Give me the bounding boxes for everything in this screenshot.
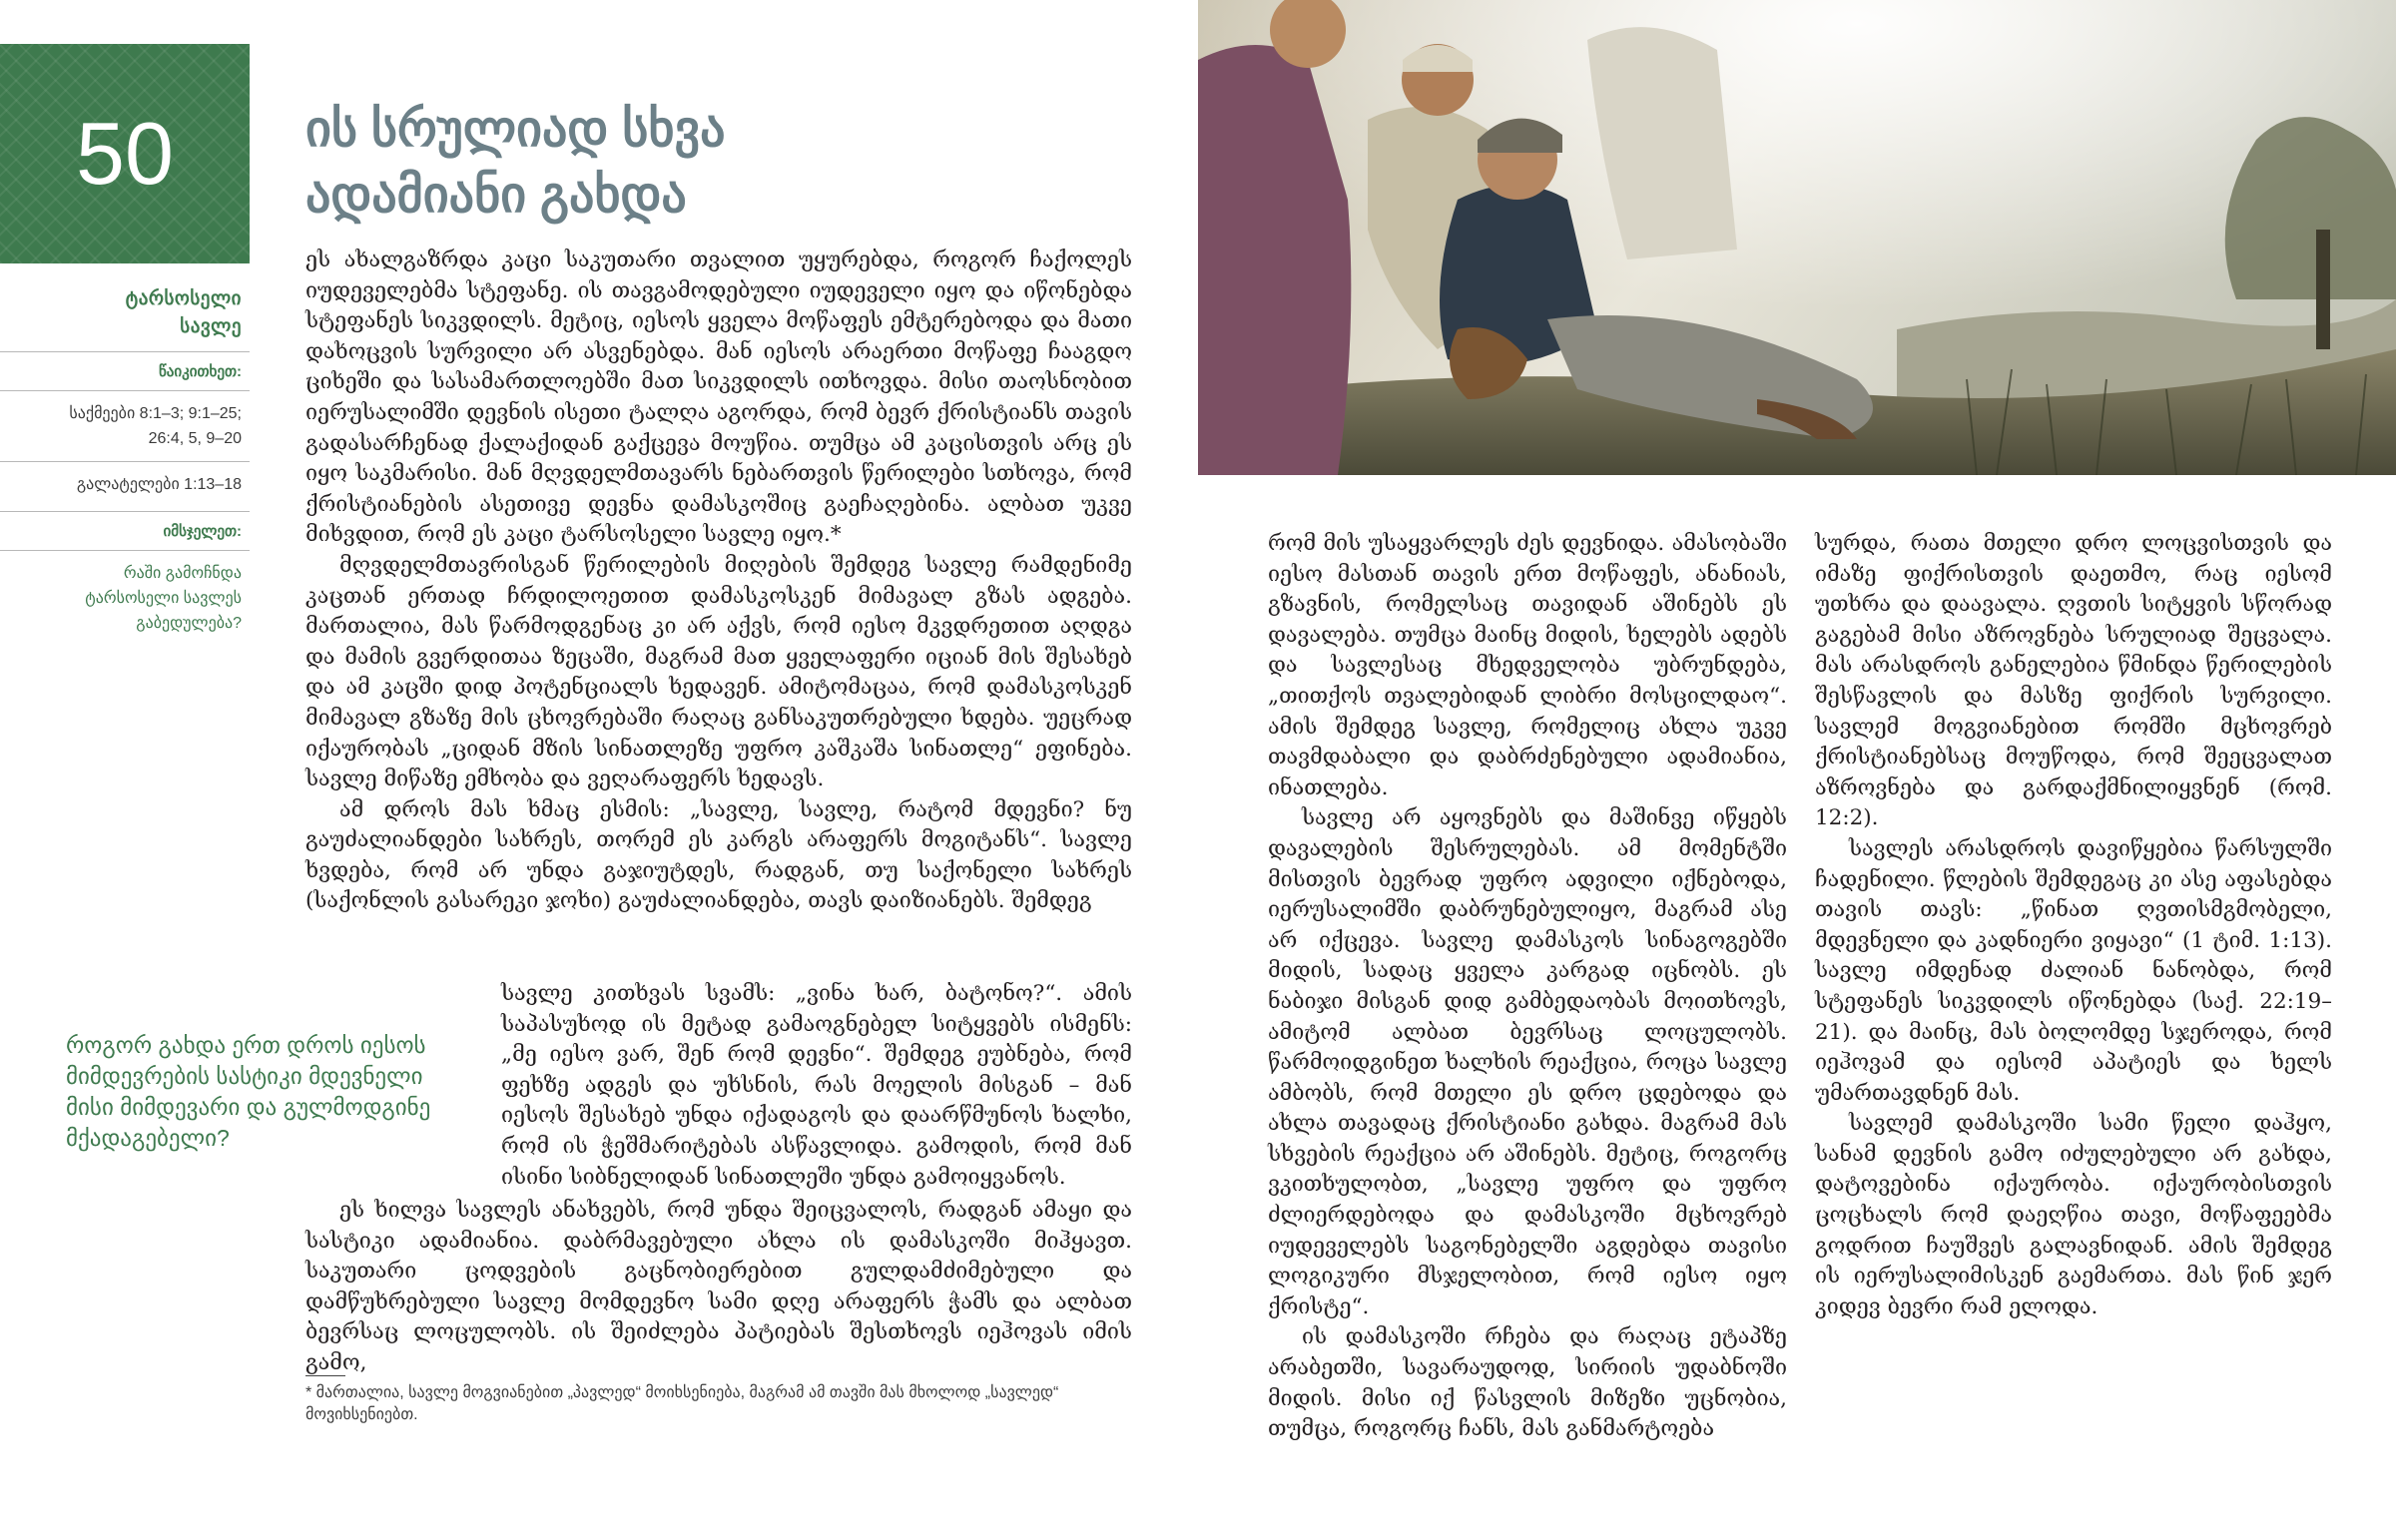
paragraph: რომ მის უსაყვარლეს ძეს დევნიდა. ამასობაში იესო მასთან თავის ერთ მოწაფეს, ანანიას, გზავნის, რომელსაც თავიდან აშინებს ეს დავალება. თუმცა მაინც მიდის, ხელებს ადებს და სავლესაც მხედველობა უბრუნდება, „თითქოს თვალებიდან ლიბრი მოსცილდაო“. ამის შემდეგ სავლე, რომელიც ახლა უკვე თავმდაბალი და დაბრძენებული ადამიანია, ინათლება. (1268, 531, 1787, 800)
chapter-number-block (0, 44, 250, 263)
sidebar-name-line1: ტარსოსელი (125, 288, 242, 309)
divider (0, 351, 250, 352)
footnote-rule (305, 1375, 345, 1376)
divider (0, 511, 250, 512)
divider (0, 461, 250, 462)
pull-quote: როგორ გახდა ერთ დროს იესოს მიმდევრების სასტიკი მდევნელი მისი მიმდევარი და გულმოდგინე მქადაგებელი? (66, 1032, 431, 1151)
paragraph: სავლემ დამასკოში სამი წელი დაჰყო, სანამ დევნის გამო იძულებული არ გახდა, დატოვებინა იქაურობა. იქაურობისთვის ცოცხალს რომ დაეღწია თავი, მოწაფეებმა გოდრით ჩაუშვეს გალავნიდან. ამის შემდეგ ის იერუსალიმისკენ გაემართა. მას წინ ჯერ კიდევ ბევრი რამ ელოდა. (1815, 1111, 2332, 1319)
chapter-number: 50 (76, 104, 174, 203)
paragraph: სავლე კითხვას სვამს: „ვინა ხარ, ბატონო?“. ამის საპასუხოდ ის მეტად გამაოგნებელ სიტყვებს ისმენს: „მე იესო ვარ, შენ რომ დევნი“. შემდეგ ეუბნება, რომ ფეხზე ადგეს და უხსნის, რას მოელის მისგან – მან იესოს შესახებ უნდა იქადაგოს და დაარწმუნოს ხალხი, რომ ის ჭეშმარიტებას ასწავლიდა. გამოდის, რომ მან ისინი სიბნელიდან სინათლეში უნდა გამოიყვანოს. (501, 981, 1132, 1190)
sidebar-question-line: გაბედულება? (136, 615, 242, 632)
read-heading: წაიკითხეთ: (158, 363, 242, 380)
illustration-road-to-damascus (1198, 0, 2396, 475)
body-column-1-wrapped (501, 979, 1132, 1193)
chapter-title (305, 96, 1004, 228)
footnote: * მართალია, სავლე მოგვიანებით „პავლედ“ მოიხსენიება, მაგრამ ამ თავში მას მხოლოდ „სავლედ“ მოვიხსენიებთ. (305, 1384, 1059, 1423)
paragraph: ეს ხილვა სავლეს ანახვებს, რომ უნდა შეიცვალოს, რადგან ამაყი და სასტიკი ადამიანია. დაბრმავებული ახლა ის დამასკოში მიჰყავთ. საკუთარი ცოდვების გაცნობიერებით გულდამძიმებული და დამწუხრებული სავლე მომდევნო სამი დღე არაფერს ჭამს და ალბათ ბევრსაც ლოცულობს. ის შეიძლება პატიებას შესთხოვს იეჰოვას იმის გამო, (305, 1198, 1132, 1375)
body-column-1 (305, 246, 1132, 917)
sidebar-question-line: რაში გამოჩნდა (123, 565, 242, 582)
title-line2: ადამიანი გახდა (305, 167, 687, 223)
title-line1: ის სრულიად სხვა (305, 101, 726, 157)
paragraph: სავლეს არასდროს დავიწყებია წარსულში ჩადენილი. წლების შემდეგაც კი ასე აფასებდა თავის თავს: „წინათ ღვთისმგმობელი, მდევნელი და კადნიერი ვიყავი“ (1 ტიმ. 1:13). სავლე იმდენად ძალიან ნანობდა, რომ სტეფანეს სიკვდილს იწონებდა (საქ. 22:19–21). და მაინც, მას ბოლომდე სჯეროდა, რომ იეჰოვამ და იესომ აპატიეს და ხელს უმართავდნენ მას. (1815, 835, 2332, 1106)
paragraph: სურდა, რათა მთელი დრო ლოცვისთვის და იმაზე ფიქრისთვის დაეთმო, რაც იესომ უთხრა და დაავალა. ღვთის სიტყვის სწორად გაგებამ მისი აზროვნება სრულიად შეცვალა. მას არასდროს განელებია წმინდა წერილების შესწავლის და მასზე ფიქრის სურვილი. სავლემ მოგვიანებით რომში მცხოვრებ ქრისტიანებსაც მოუწოდა, რომ შეეცვალათ აზროვნება და გარდაქმნილიყვნენ (რომ. 12:2). (1815, 531, 2332, 831)
divider (0, 390, 250, 391)
sidebar-question-line: ტარსოსელი სავლეს (85, 590, 242, 607)
paragraph: მღვდელმთავრისგან წერილების მიღების შემდეგ სავლე რამდენიმე კაცთან ერთად ჩრდილოეთით დამასკოსკენ მიმავალ გზას ადგება. მართალია, მას წარმოდგენაც კი არ აქვს, რომ იესო მკვდრეთით აღდგა და მამის გვერდითაა ზეცაში, მაგრამ მათ ყველაფერი იციან მის შესახებ და ამ კაცში დიდ პოტენციალს ხედავენ. ამიტომაცაა, რომ დამასკოსკენ მიმავალ გზაზე მის ცხოვრებაში რაღაც განსაკუთრებული ხდება. უეცრად იქაურობას „ციდან მზის სინათლეზე უფრო კაშკაშა სინათლე“ ეფინება. სავლე მიწაზე ემხობა და ვეღარაფერს ხედავს. (305, 552, 1132, 792)
paragraph: ის დამასკოში რჩება და რაღაც ეტაპზე არაბეთში, სავარაუდოდ, სირიის უდაბნოში მიდის. მისი იქ წასვლის მიზეზი უცნობია, თუმცა, როგორც ჩანს, მას განმარტოება (1268, 1324, 1787, 1442)
sidebar-person-name (0, 285, 250, 341)
body-column-2 (1268, 529, 1787, 1445)
scripture-reference: გალატელები 1:13–18 (76, 476, 242, 493)
body-column-1-lower (305, 1196, 1132, 1379)
paragraph: ამ დროს მას ხმაც ესმის: „სავლე, სავლე, რატომ მდევნი? ნუ გაუძალიანდები სახრეს, თორემ ეს კარგს არაფერს მოგიტანს“. სავლე ხვდება, რომ არ უნდა გაჯიუტდეს, რადგან, თუ საქონელი სახრეს (საქონლის გასარეკი ჯოხი) გაუძალიანდება, თავს დაიზიანებს. შემდეგ (305, 796, 1132, 914)
sidebar (0, 285, 250, 636)
body-column-3 (1815, 529, 2332, 1322)
divider (0, 550, 250, 551)
scripture-reference: საქმეები 8:1–3; 9:1–25; (69, 405, 242, 422)
scripture-reference: 26:4, 5, 9–20 (148, 430, 242, 447)
sidebar-name-line2: სავლე (180, 316, 242, 337)
paragraph: სავლე არ აყოვნებს და მაშინვე იწყებს დავალების შესრულებას. ამ მომენტში მისთვის ბევრად უფრო ადვილი იქნებოდა, იერუსალიმში დაბრუნებულიყო, მაგრამ ასე არ იქცევა. სავლე დამასკოს სინაგოგებში მიდის, სადაც ყველა კარგად იცნობს. ეს ნაბიჯი მისგან დიდ გამბედაობას მოითხოვს, ამიტომ ალბათ ბევრსაც ლოცულობს. წარმოიდგინეთ ხალხის რეაქცია, როცა სავლე ამბობს, რომ მთელი ეს დრო ცდებოდა და ახლა თავადაც ქრისტიანი გახდა. მაგრამ მას სხვების რეაქცია არ აშინებს. მეტიც, როგორც ვკითხულობთ, „სავლე უფრო და უფრო ძლიერდებოდა და დამასკოში მცხოვრებ იუდეველებს საგონებელში აგდებდა თავისი ლოგიკური მსჯელობით, რომ იესო იყო ქრისტე“. (1268, 805, 1787, 1319)
paragraph: ეს ახალგაზრდა კაცი საკუთარი თვალით უყურებდა, როგორ ჩაქოლეს იუდეველებმა სტეფანე. ის თავგამოდებული იუდეველი იყო და იწონებდა სტეფანეს სიკვდილს. მეტიც, იესოს ყველა მოწაფეს ემტერებოდა და მათი დახოცვის სურვილი არ ასვენებდა. მან იესოს არაერთი მოწაფე ჩააგდო ციხეში და სასამართლოებში მათ სიკვდილს ითხოვდა. მისი თაოსნობით იერუსალიმში დევნის ისეთი ტალღა აგორდა, რომ ბევრ ქრისტიანს თავის გადასარჩენად ქალაქიდან გაქცევა მოუწია. თუმცა ამ კაცისთვის არც ეს იყო საკმარისი. მან მღვდელმთავარს ნებართვის წერილები სთხოვა, რომ ქრისტიანების ასეთივე დევნა დამასკოშიც გაეჩაღებინა. ალბათ უკვე მიხვდით, რომ ეს კაცი ტარსოსელი სავლე იყო.* (305, 248, 1132, 548)
ponder-heading: იმსჯელეთ: (163, 523, 242, 540)
